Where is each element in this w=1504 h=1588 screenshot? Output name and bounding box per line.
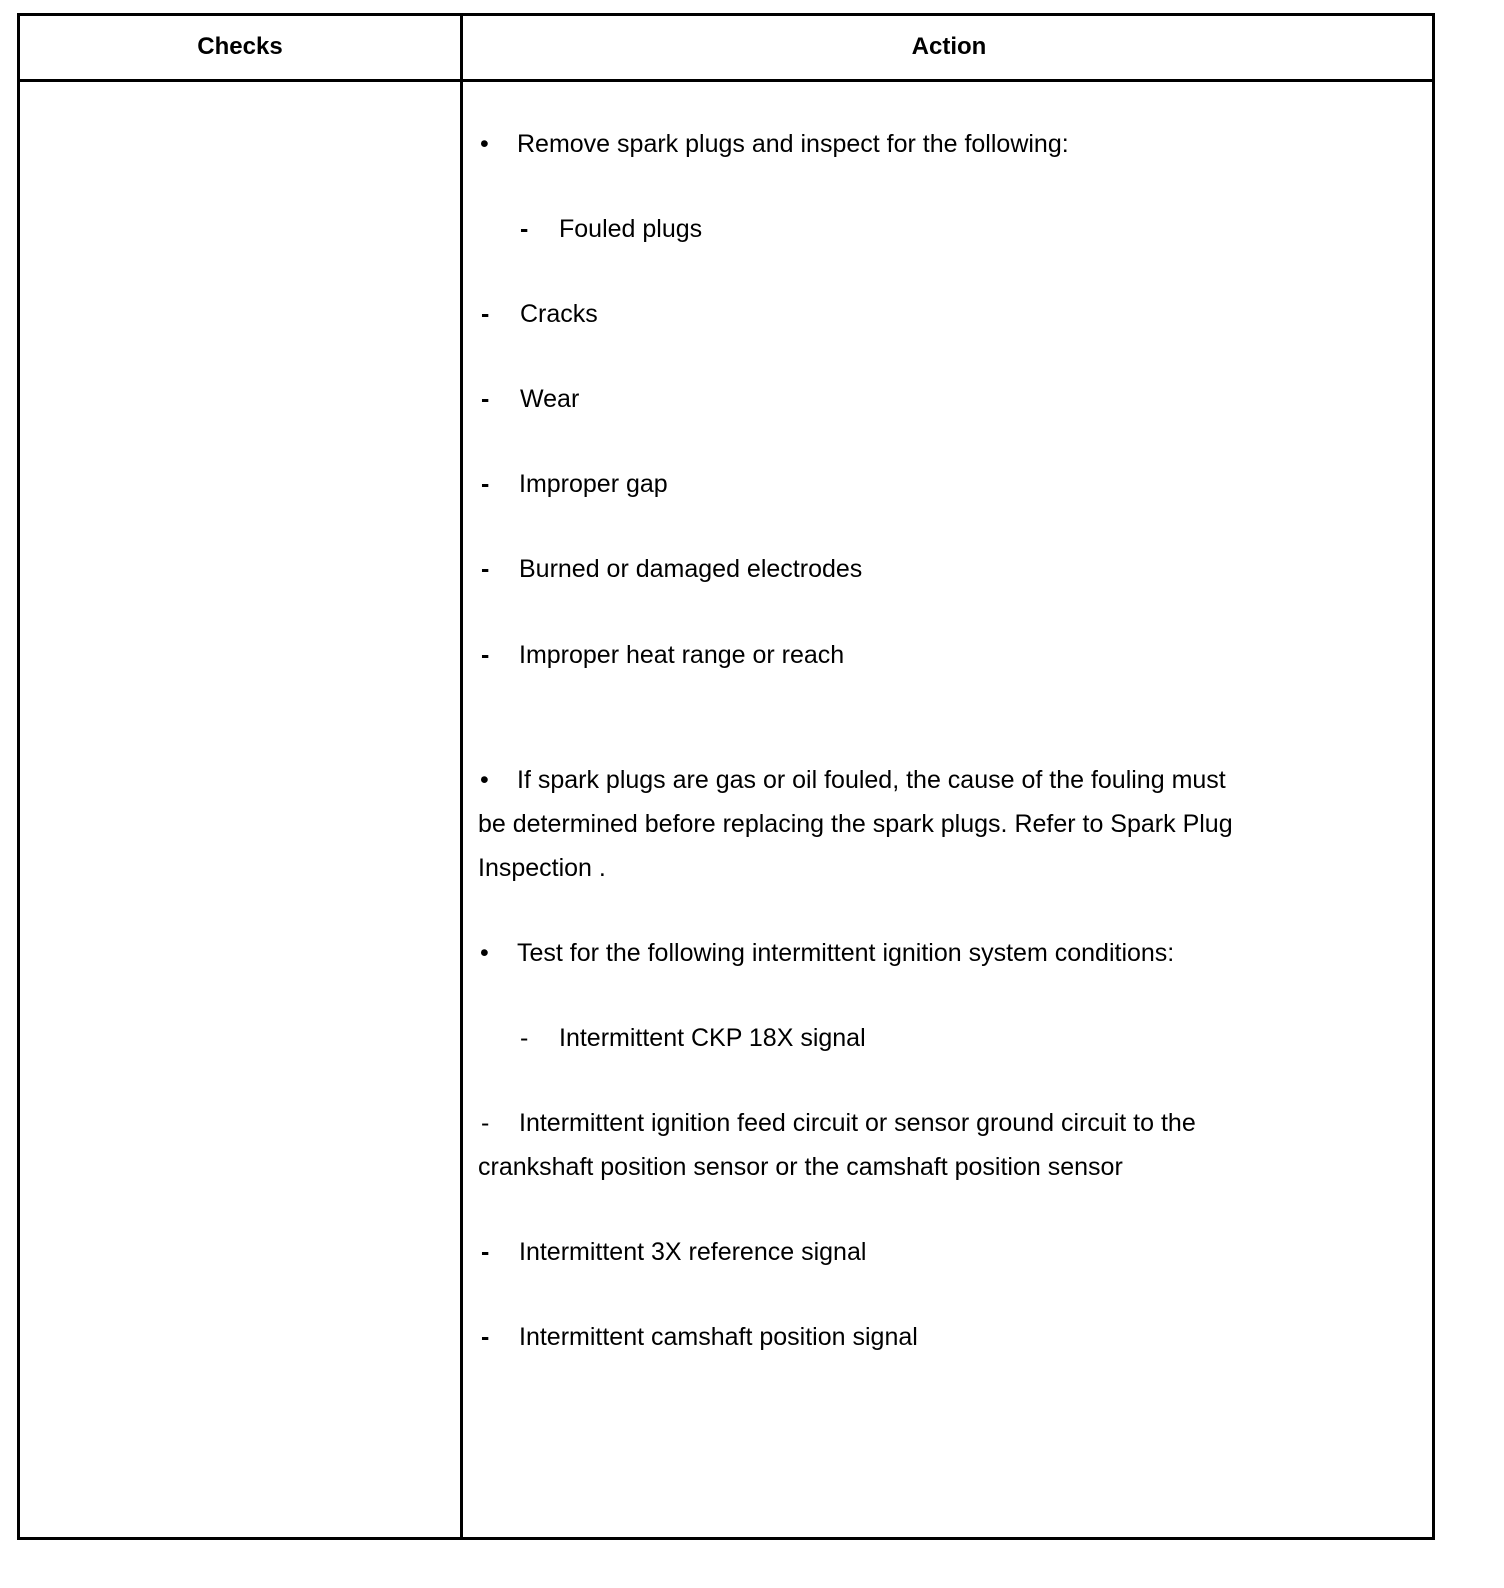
sub-list-item: [481, 554, 862, 584]
sub-list-item: [481, 1108, 1196, 1138]
bullet-marker: •: [480, 766, 489, 794]
dash-marker: -: [520, 1024, 529, 1052]
dash-marker: -: [481, 1109, 490, 1137]
sub-list-item: [481, 299, 598, 329]
list-item-continuation: crankshaft position sensor or the camshaft position sensor: [478, 1153, 1123, 1181]
header-divider: [17, 79, 1435, 82]
column-divider: [460, 13, 463, 1540]
list-item-text: Improper heat range or reach: [519, 641, 845, 669]
sub-list-item: [520, 1023, 866, 1053]
dash-marker: -: [520, 215, 529, 243]
sub-list-item: [481, 1322, 918, 1352]
list-item-continuation: Inspection .: [478, 854, 606, 882]
list-item-text: If spark plugs are gas or oil fouled, the cause of the fouling must: [517, 766, 1226, 794]
dash-marker: -: [481, 300, 490, 328]
list-item-text: Cracks: [520, 300, 598, 328]
sub-list-item: [481, 469, 668, 499]
dash-marker: -: [481, 641, 490, 669]
dash-marker: -: [481, 470, 490, 498]
list-item: [480, 765, 1226, 795]
sub-list-item: [520, 214, 702, 244]
list-item: [480, 938, 1174, 968]
dash-marker: -: [481, 1238, 490, 1266]
bullet-marker: •: [480, 939, 489, 967]
sub-list-item: [481, 1237, 866, 1267]
sub-list-item: [481, 640, 844, 670]
list-item-text: Intermittent 3X reference signal: [519, 1238, 867, 1266]
list-item-text: Burned or damaged electrodes: [519, 555, 863, 583]
sub-list-item: [481, 384, 579, 414]
list-item-text: Wear: [520, 385, 580, 413]
bullet-marker: •: [480, 130, 489, 158]
list-item: [480, 129, 1069, 159]
dash-marker: -: [481, 555, 490, 583]
list-item-text: Test for the following intermittent ignition system conditions:: [517, 939, 1175, 967]
dash-marker: -: [481, 1323, 490, 1351]
header-action: Action: [911, 33, 987, 60]
list-item-text: Remove spark plugs and inspect for the following:: [517, 130, 1069, 158]
header-checks: Checks: [197, 33, 283, 60]
list-item-continuation: be determined before replacing the spark plugs. Refer to Spark Plug: [478, 810, 1233, 838]
list-item-text: Intermittent CKP 18X signal: [559, 1024, 866, 1052]
list-item-text: Intermittent camshaft position signal: [519, 1323, 918, 1351]
list-item-text: Fouled plugs: [559, 215, 703, 243]
list-item-text: Improper gap: [519, 470, 668, 498]
dash-marker: -: [481, 385, 490, 413]
list-item-text: Intermittent ignition feed circuit or sensor ground circuit to the: [519, 1109, 1196, 1137]
